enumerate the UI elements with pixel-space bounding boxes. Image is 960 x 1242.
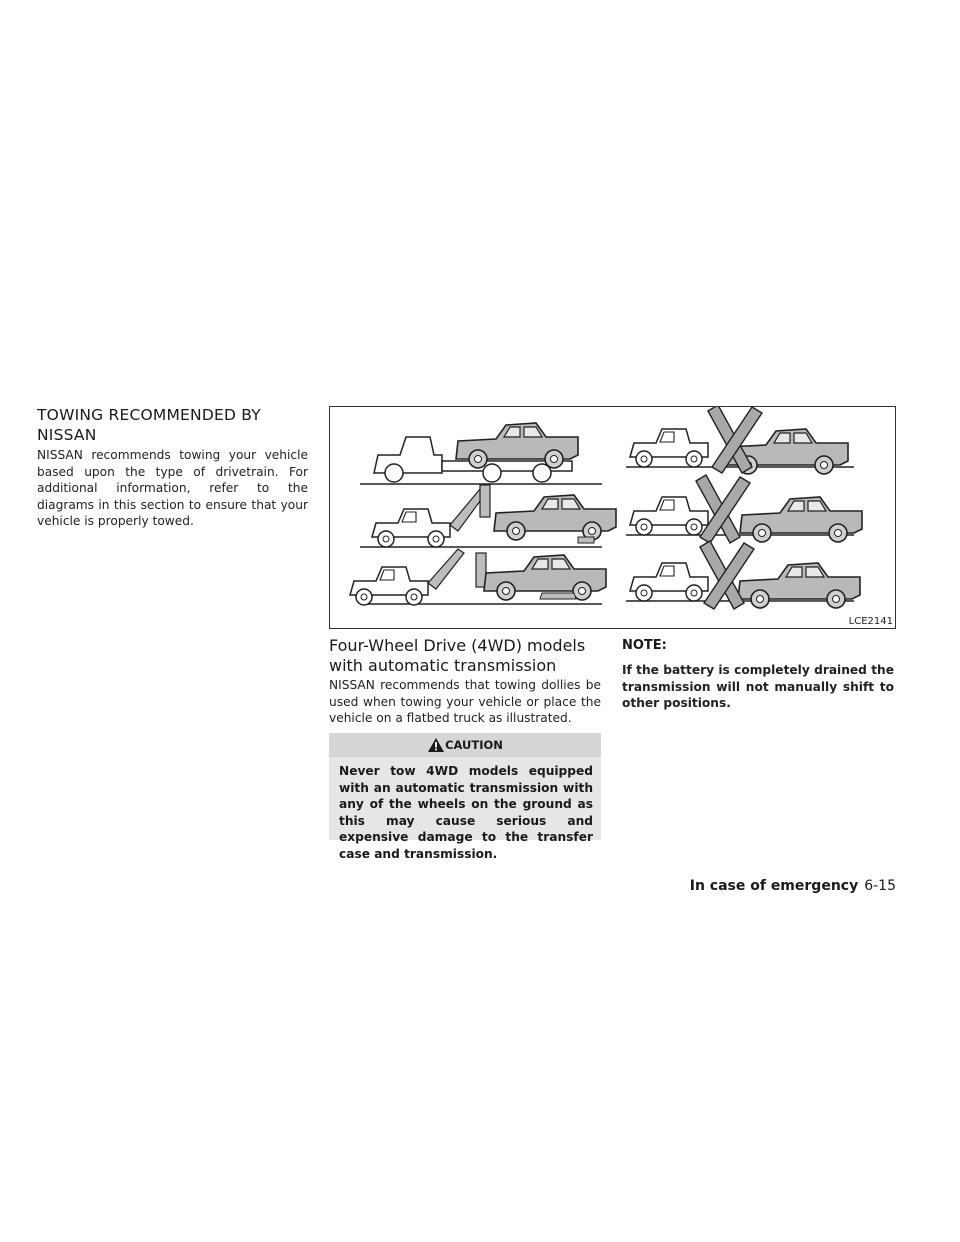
note-text: If the battery is completely drained the transmission will not manually shift to other positions. [622,663,894,710]
caution-header [329,733,601,757]
towing-diagram-svg [330,407,895,628]
caution-title: CAUTION [445,738,503,752]
section-title-line-1: TOWING RECOMMENDED BY [37,406,261,424]
prohibited-tow-icon [626,407,854,474]
prohibited-tow-icon [626,475,862,543]
caution-text: Never tow 4WD models equipped with an automatic transmission with any of the wheels on the ground as this may cause serious and expensive damage to the transfer case and transmission. [339,764,593,861]
subsection-title-line-2: with automatic transmission [329,656,557,675]
wheel-lift-tow-truck-icon [360,485,616,547]
page-number: 6-15 [864,878,896,894]
section-title-line-2: NISSAN [37,426,97,444]
towing-diagram [329,406,896,629]
prohibited-tow-icon [626,541,860,609]
subsection-title [329,636,599,676]
caution-box [329,733,601,861]
subsection-title-line-1: Four-Wheel Drive (4WD) models [329,636,586,655]
dolly-tow-truck-icon [350,549,606,605]
subsection-paragraph: NISSAN recommends that towing dollies be used when towing your vehicle or place the vehicle on a flatbed truck as illustrated. [329,678,601,725]
figure-label: LCE2141 [848,616,893,627]
flatbed-tow-truck-icon [360,423,602,484]
section-title [37,405,307,445]
note-title: NOTE: [622,638,667,653]
intro-paragraph: NISSAN recommends towing your vehicle based upon the type of drivetrain. For additional information, refer to the diagrams in this section to ensure that your vehicle is properly towed. [37,448,308,528]
footer-section-name: In case of emergency [689,878,859,894]
page-footer [690,878,896,894]
warning-triangle-icon [427,737,445,753]
